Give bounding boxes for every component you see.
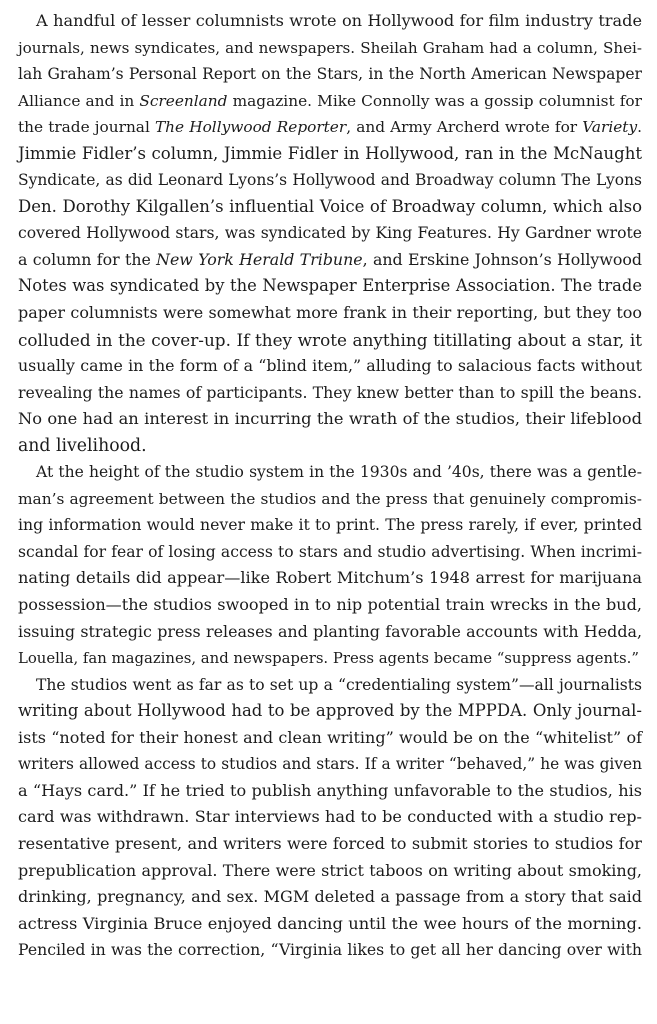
text-line [18,751,642,778]
text-segment: actress Virginia Bruce enjoyed dancing until the wee hours of the morning. [18,913,642,933]
text-segment: a “Hays card.” If he tried to publish anything unfavorable to the studios, his [18,780,642,800]
text-segment: usually came in the form of a “blind item,” alluding to salacious facts without [18,356,642,376]
text-line [18,698,642,725]
paragraph [18,8,642,459]
text-segment: At the height of the studio system in the 1930s and ’40s, there was a gentle- [36,463,642,482]
text-segment: the trade journal [18,118,155,137]
text-segment: scandal for fear of losing access to stars and studio advertising. When incrimi- [18,542,642,561]
text-line [18,273,642,300]
text-segment: , and Army Archerd wrote for [346,118,583,137]
text-line [18,459,642,486]
text-segment: Penciled in was the correction, “Virginia likes to get all her dancing over with [18,940,642,960]
italic-title-text: New York Herald Tribune [156,249,363,269]
text-line [18,512,642,539]
text-segment: prepublication approval. There were strict taboos on writing about smoking, [18,860,642,880]
text-segment: issuing strategic press releases and planting favorable accounts with Hedda, [18,621,642,641]
text-segment: Louella, fan magazines, and newspapers. Press agents became “suppress agents.” [18,649,639,668]
text-line [18,645,642,672]
text-line [18,406,642,433]
text-segment: The studios went as far as to set up a “credentialing system”—all journalists [36,675,642,694]
text-segment: A handful of lesser columnists wrote on Hollywood for film industry trade [36,11,642,30]
text-line [18,884,642,911]
text-line [18,831,642,858]
text-line [18,247,642,274]
paragraph [18,459,642,671]
text-segment: resentative present, and writers were forced to submit stories to studios for [18,833,642,853]
text-line [18,592,642,619]
text-segment: writers allowed access to studios and stars. If a writer “behaved,” he was given [18,755,642,774]
text-segment: . [637,118,642,137]
paragraph [18,672,642,964]
text-segment: Alliance and in [18,91,140,110]
text-segment: writing about Hollywood had to be approved by the MPPDA. Only journal- [18,701,642,721]
text-line [18,539,642,566]
text-line [18,61,642,88]
text-line [18,167,642,194]
text-segment: revealing the names of participants. They knew better than to spill the beans. [18,382,642,402]
text-segment: magazine. Mike Connolly was a gossip columnist for [227,91,642,110]
text-segment: Jimmie Fidler’s column, Jimmie Fidler in Hollywood, ran in the McNaught [18,143,642,163]
text-line [18,778,642,805]
text-segment: No one had an interest in incurring the wrath of the studios, their lifeblood [18,409,642,429]
text-line [18,565,642,592]
text-line [18,300,642,327]
text-line [18,911,642,938]
text-line [18,88,642,115]
text-line [18,937,642,964]
text-line [18,220,642,247]
text-segment: ists “noted for their honest and clean writing” would be on the “whitelist” of [18,727,642,747]
text-segment: a column for the [18,249,157,269]
text-segment: lah Graham’s Personal Report on the Stars, in the North American Newspaper [18,65,642,84]
text-segment: colluded in the cover-up. If they wrote anything titillating about a star, it [18,329,642,350]
text-segment: nating details did appear—like Robert Mitchum’s 1948 arrest for marijuana [18,568,642,588]
italic-title-text: Screenland [139,91,228,110]
text-line [18,804,642,831]
italic-title-text: Variety [582,118,638,137]
text-segment: and livelihood. [18,435,147,456]
text-segment: paper columnists were somewhat more frank in their reporting, but they too [18,303,642,323]
text-segment: ing information would never make it to print. The press rarely, if ever, printed [18,515,642,535]
text-segment: man’s agreement between the studios and the press that genuinely compromis- [18,489,642,508]
text-line [18,8,642,35]
text-segment: Den. Dorothy Kilgallen’s influential Voice of Broadway column, which also [18,196,642,216]
text-line [18,380,642,407]
text-line [18,114,642,141]
document-page [18,8,642,964]
text-line [18,619,642,646]
text-segment: Syndicate, as did Leonard Lyons’s Hollywood and Broadway column The Lyons [18,171,642,190]
text-segment: possession—the studios swooped in to nip potential train wrecks in the bud, [18,595,642,615]
text-line [18,433,642,460]
text-segment: card was withdrawn. Star interviews had to be conducted with a studio rep- [18,807,642,827]
text-line [18,858,642,885]
text-segment: , and Erskine Johnson’s Hollywood [362,249,642,269]
text-segment: covered Hollywood stars, was syndicated by King Features. Hy Gardner wrote [18,224,642,243]
text-line [18,35,642,62]
italic-title-text: The Hollywood Reporter [154,118,347,137]
text-segment: drinking, pregnancy, and sex. MGM deleted a passage from a story that said [18,887,642,907]
text-line [18,725,642,752]
text-line [18,194,642,221]
text-line [18,141,642,168]
text-line [18,672,642,699]
text-line [18,486,642,513]
text-line [18,327,642,354]
text-line [18,353,642,380]
text-segment: Notes was syndicated by the Newspaper Enterprise Association. The trade [18,276,642,296]
text-segment: journals, news syndicates, and newspapers. Sheilah Graham had a column, Shei- [18,38,642,57]
